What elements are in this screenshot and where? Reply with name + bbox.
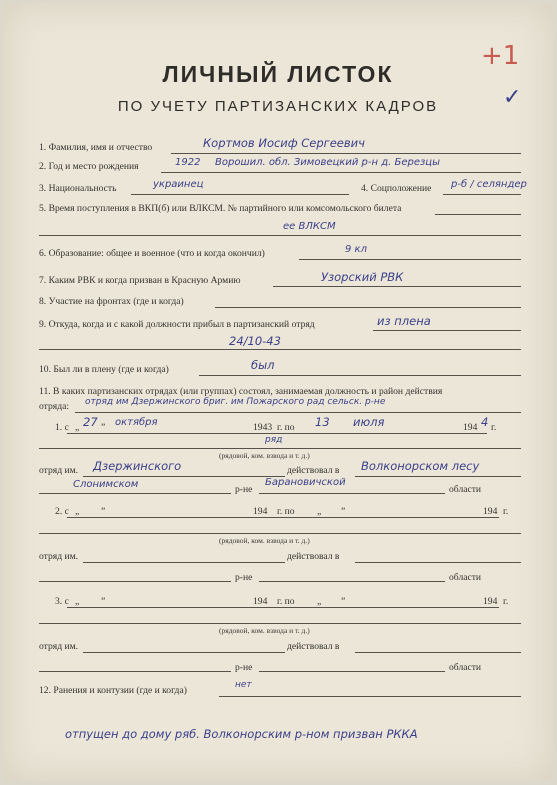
entry-1-quote-close: ” [101,422,106,433]
field-9-line-b [39,349,521,350]
field-4-line [443,194,521,195]
field-1-label: 1. Фамилия, имя и отчество [39,142,153,153]
entry-1-year-digit: 4 [481,415,489,429]
entry-3-acted-line [355,652,521,653]
entry-2-quote-3: „ [317,506,322,517]
field-12-line [219,696,521,697]
field-5-line-b [39,235,521,236]
entry-2-quote-1: „ [75,506,80,517]
entry-1-year-prefix: 194 [463,422,478,433]
field-11-value: отряд им Дзержинского бриг. им Пожарского рад сельск. р-не [85,397,386,407]
entry-2-year-to: 194 [483,506,498,517]
entry-2-g-po: г. по [277,506,295,517]
entry-2-acted-label: действовал в [287,551,340,562]
entry-1-g: г. [491,422,497,433]
entry-1-month-to: июля [353,415,385,429]
field-7-label: 7. Каким РВК и когда призван в Красную Армию [39,275,241,286]
entry-3-num: 3. с [55,596,69,607]
entry-2-district-line [39,581,231,582]
field-8-line [215,307,521,308]
entry-1-acted-value: Волконорском лесу [361,459,480,473]
field-9-date: 24/10-43 [229,334,281,348]
entry-2-otryad-label: отряд им. [39,551,79,562]
entry-2-quote-4: ” [341,506,346,517]
entry-1-acted-line [355,476,521,477]
field-2-line [161,172,521,173]
entry-1-g-po: г. по [277,422,295,433]
entry-3-acted-label: действовал в [287,641,340,652]
field-5-value: ее ВЛКСМ [283,221,336,232]
entry-3-role-line [39,623,521,624]
entry-1-year-from: 1943 [253,422,273,433]
entry-3-otryad-line [83,652,285,653]
entry-1-acted-label: действовал в [287,465,340,476]
entry-2-g: г. [503,506,509,517]
field-7-line [273,286,521,287]
entry-3-year-to: 194 [483,596,498,607]
field-3-value: украинец [153,179,204,190]
entry-1-region-value: Барановичской [265,477,346,488]
entry-1-day-from: 27 [83,415,98,429]
entry-1-rne: р-не [235,484,253,495]
entry-2-role-line [39,533,521,534]
check-mark-icon: ✓ [503,85,522,110]
field-11-label-line1: 11. В каких партизанских отрядах (или группах) состоял, занимаемая должность и район действия [39,386,443,397]
handwritten-note: отпущен до дому ряб. Волконорским р-ном призван РККА [65,727,418,741]
field-6-label: 6. Образование: общее и военное (что и когда окончил) [39,248,265,259]
red-corner-mark: +1 [481,41,520,71]
entry-1-quote-open: „ [75,422,80,433]
field-2-year: 1922 [175,157,201,168]
document-title: ЛИЧНЫЙ ЛИСТОК [162,61,394,87]
entry-1-region-line [259,493,445,494]
entry-1-obl: области [449,484,482,495]
field-2-place: Ворошил. обл. Зимовецкий р-н д. Березцы [215,157,440,168]
field-9-value: из плена [377,314,431,328]
field-10-line [199,375,521,376]
entry-1-day-to: 13 [315,415,330,429]
document-subtitle: ПО УЧЕТУ ПАРТИЗАНСКИХ КАДРОВ [117,98,439,115]
field-4-label: 4. Соцположение [361,183,432,194]
entry-2-num: 2. с [55,506,69,517]
entry-2-role-caption: (рядовой, ком. взвода и т. д.) [219,536,310,545]
entry-3-g: г. [503,596,509,607]
field-5-label: 5. Время поступления в ВКП(б) или ВЛКСМ. № партийного или комсомольского билета [39,203,402,214]
entry-3-district-line [39,671,231,672]
entry-3-date-line [67,607,499,608]
document-sheet [3,3,553,781]
entry-1-role: ряд [265,435,283,445]
entry-3-quote-3: „ [317,596,322,607]
entry-3-rne: р-не [235,662,253,673]
entry-2-rne: р-не [235,572,253,583]
entry-3-quote-2: ” [101,596,106,607]
field-11-line [75,412,521,413]
entry-3-quote-1: „ [75,596,80,607]
entry-3-year-from: 194 [253,596,268,607]
field-6-line [299,259,521,260]
entry-3-g-po: г. по [277,596,295,607]
field-11-label-line2: отряда: [39,401,69,412]
entry-2-obl: области [449,572,482,583]
entry-3-region-line [259,671,445,672]
field-9-line-a [373,330,521,331]
entry-1-otryad-line [83,476,285,477]
entry-1-month-from: октября [115,417,158,428]
entry-1-role-line [39,448,521,449]
field-1-line [171,153,521,154]
field-10-label: 10. Был ли в плену (где и когда) [39,364,169,375]
entry-1-otryad-value: Дзержинского [93,459,182,473]
entry-1-date-line [67,433,487,434]
entry-2-region-line [259,581,445,582]
entry-1-role-caption: (рядовой, ком. взвода и т. д.) [219,451,310,460]
field-3-line [131,194,349,195]
entry-1-otryad-label: отряд им. [39,465,79,476]
entry-3-obl: области [449,662,482,673]
entry-3-role-caption: (рядовой, ком. взвода и т. д.) [219,626,310,635]
field-10-value: был [251,358,275,372]
entry-2-date-line [67,517,499,518]
entry-2-year-from: 194 [253,506,268,517]
entry-2-otryad-line [83,562,285,563]
field-7-value: Узорский РВК [321,270,404,284]
entry-3-quote-4: ” [341,596,346,607]
field-3-label: 3. Национальность [39,183,117,194]
entry-1-num: 1. с [55,422,69,433]
field-12-value: нет [235,680,252,690]
entry-2-acted-line [355,562,521,563]
field-2-label: 2. Год и место рождения [39,161,139,172]
entry-3-otryad-label: отряд им. [39,641,79,652]
field-1-value: Кортмов Иосиф Сергеевич [203,136,365,150]
field-4-value: р-б / селяндер [451,179,527,190]
field-5-line-a [435,214,521,215]
field-12-label: 12. Ранения и контузии (где и когда) [39,685,187,696]
entry-1-district-line [39,493,231,494]
field-9-label: 9. Откуда, когда и с какой должности прибыл в партизанский отряд [39,319,315,330]
field-8-label: 8. Участие на фронтах (где и когда) [39,296,184,307]
entry-2-quote-2: ” [101,506,106,517]
entry-1-district-value: Слонимском [73,479,139,490]
field-6-value: 9 кл [345,244,367,255]
